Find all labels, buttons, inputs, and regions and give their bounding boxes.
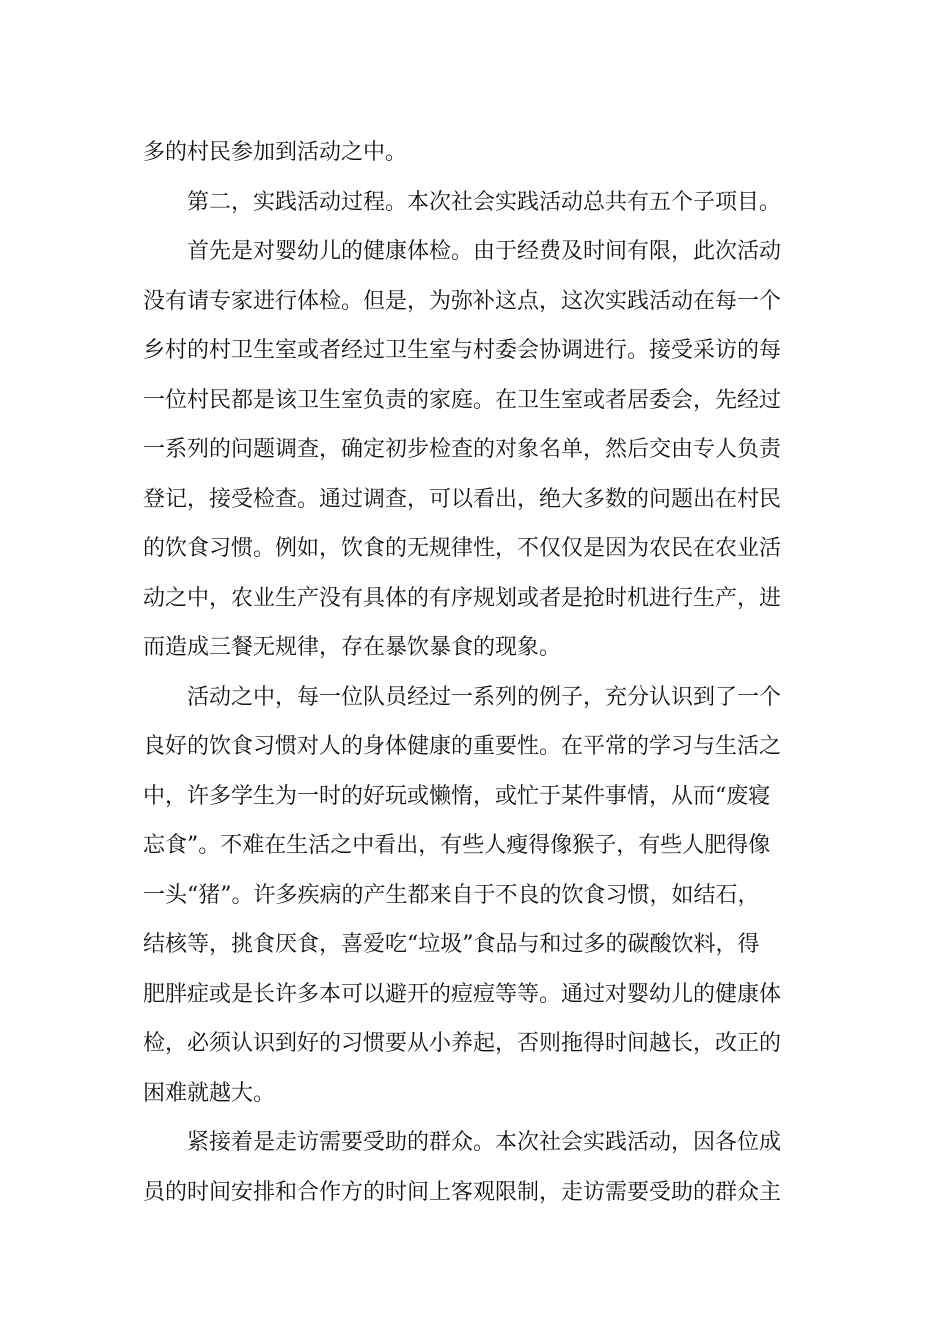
text-line: 登记，接受检查。通过调查，可以看出，绝大多数的问题出在村民 — [143, 486, 782, 512]
text-line: 检，必须认识到好的习惯要从小养起，否则拖得时间越长，改正的 — [143, 1031, 782, 1056]
text-line: 第二，实践活动过程。本次社会实践活动总共有五个子项目。 — [187, 189, 782, 215]
text-line: 员的时间安排和合作方的时间上客观限制，走访需要受助的群众主 — [143, 1179, 782, 1205]
text-line: 忘食”。不难在生活之中看出，有些人瘦得像猴子，有些人肥得像 — [143, 833, 771, 858]
text-line: 良好的饮食习惯对人的身体健康的重要性。在平常的学习与生活之 — [143, 734, 782, 759]
text-line: 多的村民参加到活动之中。 — [143, 140, 408, 165]
paragraph — [143, 128, 808, 178]
text-line: 的饮食习惯。例如，饮食的无规律性，不仅仅是因为农民在农业活 — [143, 536, 782, 561]
text-line: 活动之中，每一位队员经过一系列的例子，充分认识到了一个 — [187, 684, 782, 710]
document-body — [143, 128, 808, 1217]
text-line: 一位村民都是该卫生室负责的家庭。在卫生室或者居委会，先经过 — [143, 387, 782, 413]
paragraph — [143, 1118, 808, 1217]
paragraph — [143, 673, 808, 1119]
text-line: 乡村的村卫生室或者经过卫生室与村委会协调进行。接受采访的每 — [143, 338, 782, 363]
text-line: 动之中，农业生产没有具体的有序规划或者是抢时机进行生产，进 — [143, 585, 782, 611]
text-line: 一头“猪”。许多疾病的产生都来自于不良的饮食习惯，如结石， — [143, 882, 760, 908]
paragraph — [143, 227, 808, 673]
text-line: 结核等，挑食厌食，喜爱吃“垃圾”食品与和过多的碳酸饮料，得 — [143, 932, 760, 957]
text-line: 紧接着是走访需要受助的群众。本次社会实践活动，因各位成 — [187, 1130, 782, 1155]
text-line: 困难就越大。 — [143, 1080, 276, 1106]
text-line: 没有请专家进行体检。但是，为弥补这点，这次实践活动在每一个 — [143, 288, 782, 314]
text-line: 肥胖症或是长许多本可以避开的痘痘等等。通过对婴幼儿的健康体 — [143, 981, 782, 1007]
text-line: 一系列的问题调查，确定初步检查的对象名单，然后交由专人负责 — [143, 437, 782, 462]
paragraph — [143, 178, 808, 228]
text-line: 中，许多学生为一时的好玩或懒惰，或忙于某件事情，从而“废寝 — [143, 783, 771, 809]
text-line: 而造成三餐无规律，存在暴饮暴食的现象。 — [143, 635, 562, 660]
text-line: 首先是对婴幼儿的健康体检。由于经费及时间有限，此次活动 — [187, 239, 782, 264]
